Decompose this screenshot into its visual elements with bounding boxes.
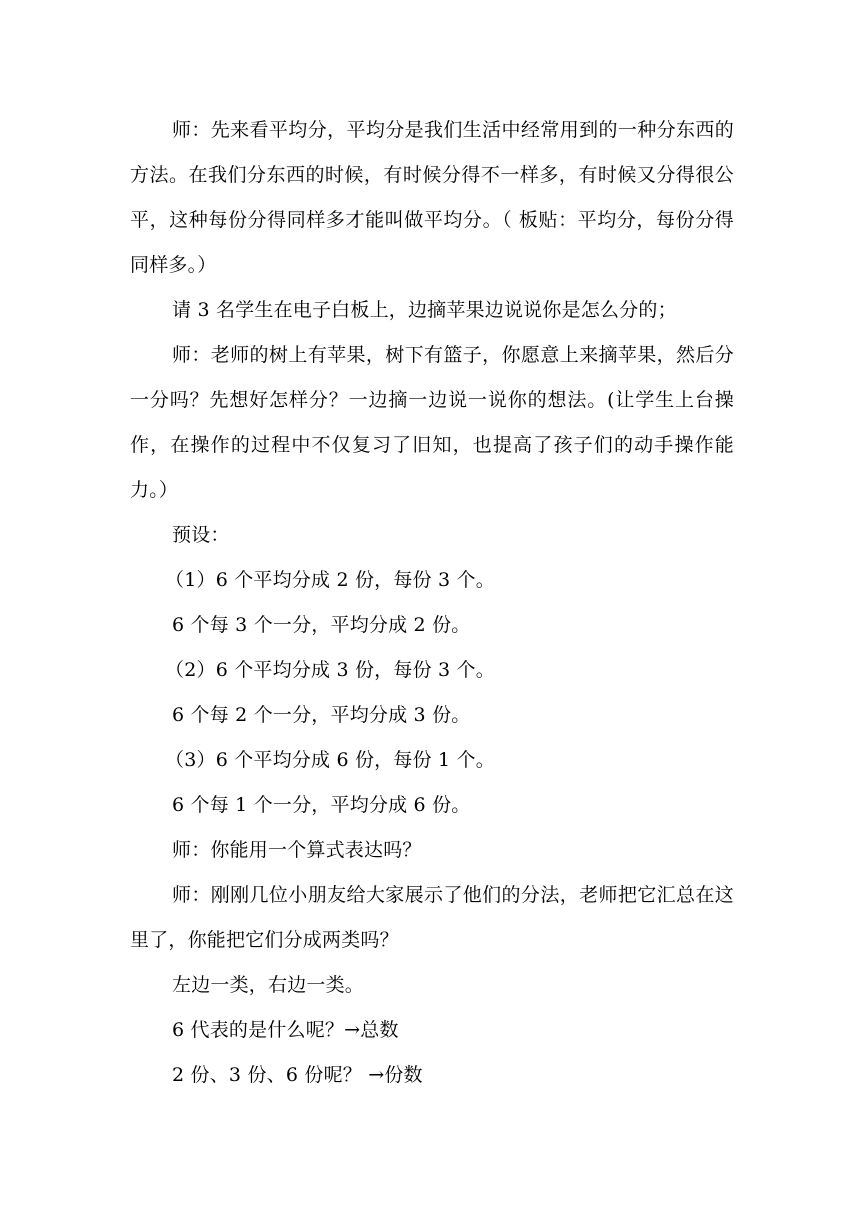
paragraph-preset-2: （2）6 个平均分成 3 份，每份 3 个。 xyxy=(165,659,495,681)
paragraph-total: 6 代表的是什么呢？→总数 xyxy=(172,1019,399,1041)
paragraph-left-right: 左边一类，右边一类。 xyxy=(172,974,365,996)
paragraph-intro-average: 师：先来看平均分，平均分是我们生活中经常用到的一种分东西的方法。在我们分东西的时候，有时候分得不一样多，有时候又分得很公平，这种每份分得同样多才能叫做平均分。（ 板贴：平均分，每份分得同样多。） xyxy=(130,119,734,276)
paragraph-preset-1-detail: 6 个每 3 个一分，平均分成 2 份。 xyxy=(172,614,471,636)
paragraph-preset-3: （3）6 个平均分成 6 份，每份 1 个。 xyxy=(165,749,495,771)
paragraph-preset-heading: 预设： xyxy=(172,524,230,546)
paragraph-preset-2-detail: 6 个每 2 个一分，平均分成 3 份。 xyxy=(172,704,471,726)
paragraph-formula-question: 师：你能用一个算式表达吗？ xyxy=(172,839,422,861)
paragraph-preset-1: （1）6 个平均分成 2 份，每份 3 个。 xyxy=(165,569,495,591)
paragraph-teacher-apples: 师：老师的树上有苹果，树下有篮子，你愿意上来摘苹果，然后分一分吗？先想好怎样分？一边摘一边说一说你的想法。(让学生上台操作，在操作的过程中不仅复习了旧知，也提高了孩子们的动手操作能力。） xyxy=(130,344,734,501)
paragraph-classify-question: 师：刚刚几位小朋友给大家展示了他们的分法，老师把它汇总在这里了，你能把它们分成两类吗？ xyxy=(130,884,734,951)
paragraph-student-task: 请 3 名学生在电子白板上，边摘苹果边说说你是怎么分的； xyxy=(172,299,677,321)
paragraph-parts: 2 份、3 份、6 份呢？ →份数 xyxy=(172,1064,423,1086)
document-body xyxy=(130,108,734,1098)
paragraph-preset-3-detail: 6 个每 1 个一分，平均分成 6 份。 xyxy=(172,794,471,816)
